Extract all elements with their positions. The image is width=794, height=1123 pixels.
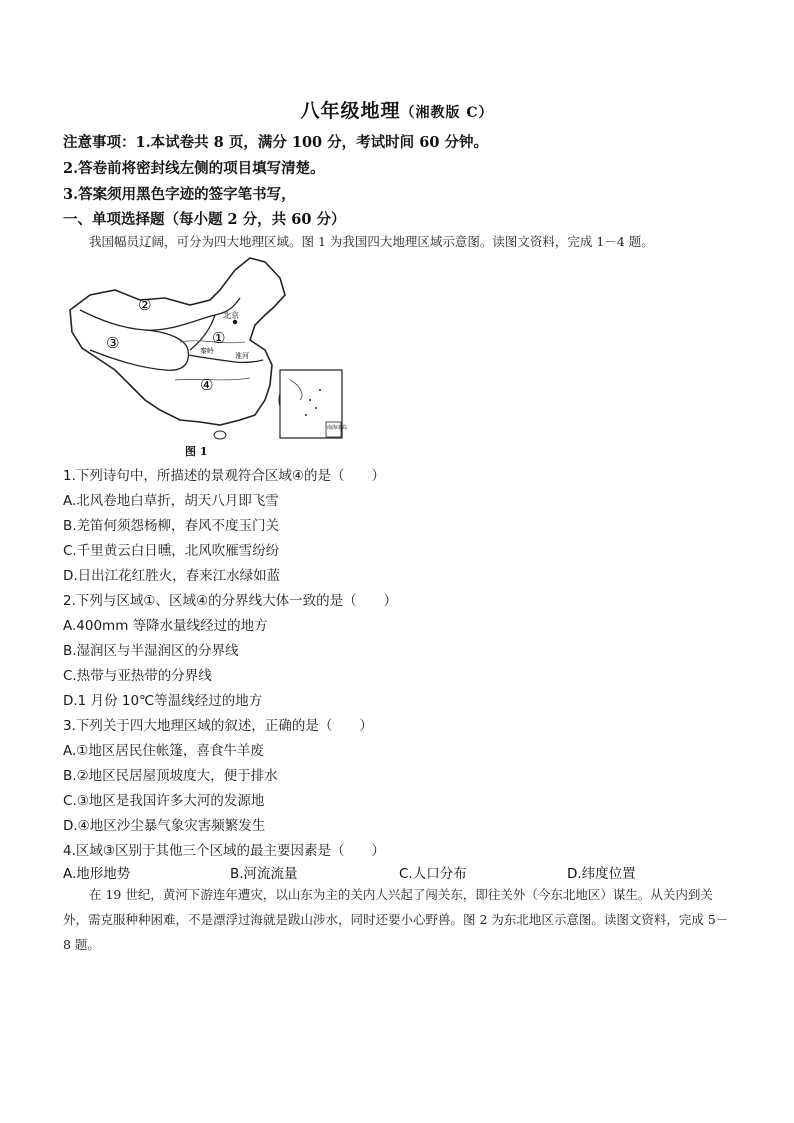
figure-1-caption: 图 1 [185, 445, 208, 458]
notice-line-3: 3.答案须用黑色字迹的签字笔书写， [63, 186, 296, 203]
q2-option-c: C.热带与亚热带的分界线 [63, 668, 212, 684]
q1-option-c: C.千里黄云白日曛，北风吹雁雪纷纷 [63, 543, 280, 559]
q4-option-a: A.地形地势 [63, 866, 131, 882]
notice-line-1: 注意事项：1.本试卷共 8 页，满分 100 分，考试时间 60 分钟。 [63, 134, 488, 151]
huaihe-label: 淮河 [235, 352, 249, 360]
map-svg [60, 250, 350, 460]
notice-line-2: 2.答卷前将密封线左侧的项目填写清楚。 [63, 160, 325, 177]
region-label-3: ③ [106, 334, 120, 352]
q2-option-b: B.湿润区与半湿润区的分界线 [63, 643, 239, 659]
beijing-label: 北京 [223, 311, 239, 320]
qinling-label: 秦岭 [200, 347, 214, 355]
q3-option-d: D.④地区沙尘暴气象灾害频繁发生 [63, 818, 266, 834]
q4-option-b: B.河流流量 [230, 866, 298, 882]
question-2: 2.下列与区域①、区域④的分界线大体一致的是（ ） [63, 593, 398, 609]
intro-paragraph-1: 我国幅员辽阔，可分为四大地理区域。图 1 为我国四大地理区域示意图。读图文资料，完成 1－4 题。 [89, 234, 654, 249]
q4-options-row [63, 862, 723, 884]
intro-paragraph-2: 在 19 世纪，黄河下游连年遭灾，以山东为主的关内人兴起了闯关东，即往关外（今东北地区）谋生。从关内到关外，需克服种种困难，不是漂浮过海就是跋山涉水，同时还要小心野兽。图 2 为东北地区示意图。读图文资料，完成 5－8 题。 [63, 887, 729, 952]
q4-option-c: C.人口分布 [399, 866, 467, 882]
region-label-2: ② [138, 296, 152, 314]
q3-option-a: A.①地区居民住帐篷，喜食牛羊废 [63, 743, 264, 759]
q1-option-b: B.羌笛何须怨杨柳，春风不度玉门关 [63, 518, 280, 534]
section-heading: 一、单项选择题（每小题 2 分，共 60 分） [63, 211, 346, 228]
q1-option-d: D.日出江花红胜火，春来江水绿如蓝 [63, 568, 281, 584]
title-main: 八年级地理 [300, 100, 401, 122]
question-4: 4.区域③区别于其他三个区域的最主要因素是（ ） [63, 843, 385, 859]
q3-option-c: C.③地区是我国许多大河的发源地 [63, 793, 265, 809]
page-title [0, 96, 794, 123]
inset-label: 南海诸岛 [327, 425, 348, 431]
q2-option-d: D.1 月份 10℃等温线经过的地方 [63, 693, 263, 709]
region-label-1: ① [212, 329, 226, 347]
q4-option-d: D.纬度位置 [567, 866, 636, 882]
china-regions-map [60, 250, 350, 460]
beijing-marker [233, 320, 237, 324]
title-sub: （湘教版 C） [400, 105, 494, 121]
q2-option-a: A.400mm 等降水量线经过的地方 [63, 618, 268, 634]
question-3: 3.下列关于四大地理区域的叙述，正确的是（ ） [63, 718, 373, 734]
q1-option-a: A.北风卷地白草折，胡天八月即飞雪 [63, 493, 279, 509]
region-label-4: ④ [200, 376, 214, 394]
q3-option-b: B.②地区民居屋顶坡度大，便于排水 [63, 768, 278, 784]
question-1: 1.下列诗句中，所描述的景观符合区域④的是（ ） [63, 468, 385, 484]
